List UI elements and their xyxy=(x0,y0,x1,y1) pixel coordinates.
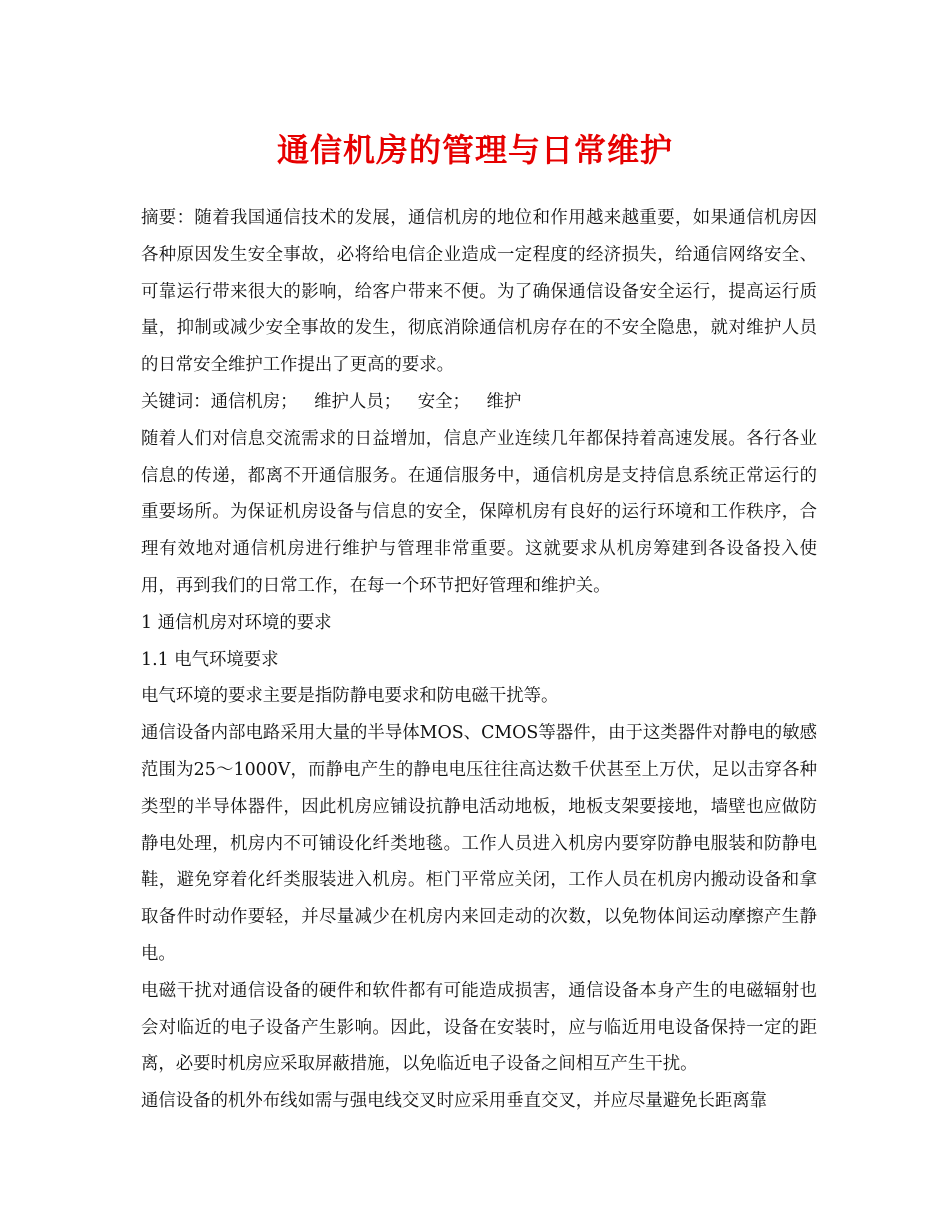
keywords-line xyxy=(141,384,817,421)
section-heading-1: 1 通信机房对环境的要求 xyxy=(141,612,332,633)
keywords-label: 关键词： xyxy=(141,391,211,412)
intro-paragraph: 随着人们对信息交流需求的日益增加，信息产业连续几年都保持着高速发展。各行各业信息的传递，都离不开通信服务。在通信服务中，通信机房是支持信息系统正常运行的重要场所。为保证机房设备与信息的安全，保障机房有良好的运行环境和工作秩序，合理有效地对通信机房进行维护与管理非常重要。这就要求从机房筹建到各设备投入使用，再到我们的日常工作，在每一个环节把好管理和维护关。 xyxy=(141,428,817,596)
abstract-paragraph: 摘要：随着我国通信技术的发展，通信机房的地位和作用越来越重要，如果通信机房因各种原因发生安全事故，必将给电信企业造成一定程度的经济损失，给通信网络安全、可靠运行带来很大的影响，给客户带来不便。为了确保通信设备安全运行，提高运行质量，抑制或减少安全事故的发生，彻底消除通信机房存在的不安全隐患，就对维护人员的日常安全维护工作提出了更高的要求。 xyxy=(141,208,817,376)
body-paragraph: 通信设备内部电路采用大量的半导体MOS、CMOS等器件，由于这类器件对静电的敏感范围为25～1000V，而静电产生的静电电压往往高达数千伏甚至上万伏，足以击穿各种类型的半导体器件，因此机房应铺设抗静电活动地板，地板支架要接地，墙壁也应做防静电处理，机房内不可铺设化纤类地毯。工作人员进入机房内要穿防静电服装和防静电鞋，避免穿着化纤类服装进入机房。柜门平常应关闭，工作人员在机房内搬动设备和拿取备件时动作要轻，并尽量减少在机房内来回走动的次数，以免物体间运动摩擦产生静电。 xyxy=(141,723,817,964)
document-title: 通信机房的管理与日常维护 xyxy=(276,131,673,169)
body-paragraph: 电磁干扰对通信设备的硬件和软件都有可能造成损害，通信设备本身产生的电磁辐射也会对临近的电子设备产生影响。因此，设备在安装时，应与临近用电设备保持一定的距离，必要时机房应采取屏蔽措施，以免临近电子设备之间相互产生干扰。 xyxy=(141,980,817,1075)
keyword-item: 维护 xyxy=(486,391,522,412)
keyword-item: 通信机房； xyxy=(210,391,298,412)
body-paragraph: 电气环境的要求主要是指防静电要求和防电磁干扰等。 xyxy=(141,686,559,707)
section-heading-1-1: 1.1 电气环境要求 xyxy=(141,649,279,670)
keyword-item: 维护人员； xyxy=(314,391,402,412)
document-body xyxy=(141,200,817,1120)
keyword-item: 安全； xyxy=(417,391,470,412)
body-paragraph: 通信设备的机外布线如需与强电线交叉时应采用垂直交叉，并应尽量避免长距离靠 xyxy=(141,1091,768,1112)
